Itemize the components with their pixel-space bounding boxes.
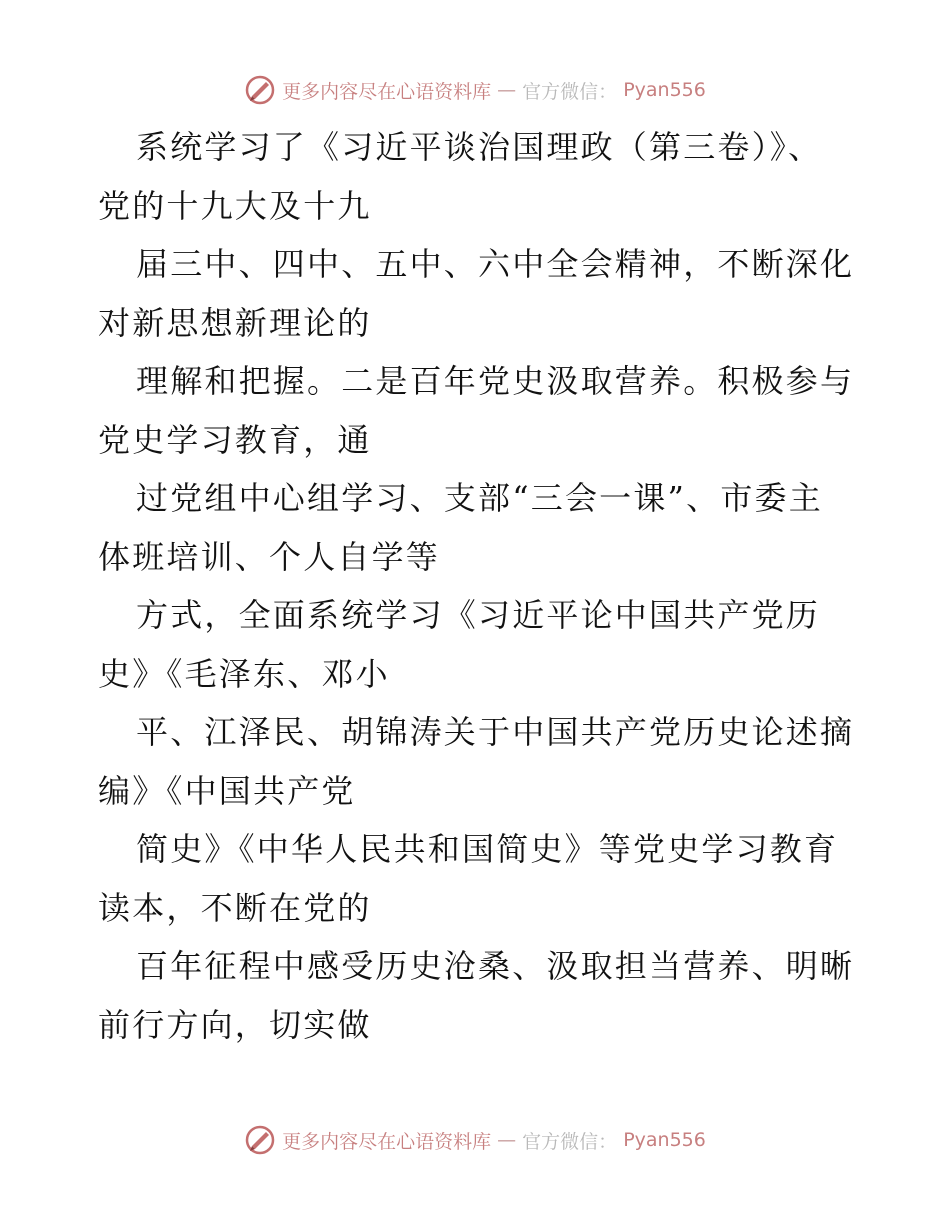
text-line: 体班培训、个人自学等 bbox=[98, 537, 441, 576]
text-line: 平、江泽民、胡锦涛关于中国共产党历史论述摘 bbox=[136, 713, 855, 751]
watermark-brand: 更多内容尽在心语资料库 bbox=[282, 80, 492, 103]
text-line: 前行方向，切实做 bbox=[98, 1005, 372, 1044]
watermark-official-label: 官方微信： bbox=[522, 1130, 618, 1153]
text-line: 史》《毛泽东、邓小 bbox=[98, 654, 390, 693]
text-line: 系统学习了《习近平谈治国理政（第三卷）》、 bbox=[136, 128, 823, 166]
text-line: 党史学习教育，通 bbox=[98, 420, 372, 459]
text-line: 对新思想新理论的 bbox=[98, 303, 372, 342]
text-line: 编》《中国共产党 bbox=[98, 771, 356, 810]
watermark-brand: 更多内容尽在心语资料库 bbox=[282, 1130, 492, 1153]
footer-watermark bbox=[0, 1120, 950, 1160]
pen-logo-icon bbox=[244, 74, 276, 106]
watermark-dash: — bbox=[497, 79, 517, 101]
document-body bbox=[98, 118, 858, 1054]
watermark-official-label: 官方微信： bbox=[522, 80, 618, 103]
watermark-wechat-id: Pyan556 bbox=[623, 1129, 706, 1151]
text-line: 简史》《中华人民共和国简史》等党史学习教育 bbox=[136, 830, 839, 868]
text-line: 百年征程中感受历史沧桑、汲取担当营养、明晰 bbox=[136, 947, 855, 985]
watermark-dash: — bbox=[497, 1129, 517, 1151]
text-line: 届三中、四中、五中、六中全会精神，不断深化 bbox=[136, 245, 855, 283]
text-line: 理解和把握。二是百年党史汲取营养。积极参与 bbox=[136, 362, 855, 400]
text-line: 过党组中心组学习、支部“三会一课”、市委主 bbox=[136, 479, 823, 517]
text-line: 读本，不断在党的 bbox=[98, 888, 372, 927]
text-line: 方式，全面系统学习《习近平论中国共产党历 bbox=[136, 596, 821, 634]
pen-logo-icon bbox=[244, 1124, 276, 1156]
header-watermark bbox=[0, 70, 950, 110]
text-line: 党的十九大及十九 bbox=[98, 186, 372, 225]
watermark-wechat-id: Pyan556 bbox=[623, 79, 706, 101]
